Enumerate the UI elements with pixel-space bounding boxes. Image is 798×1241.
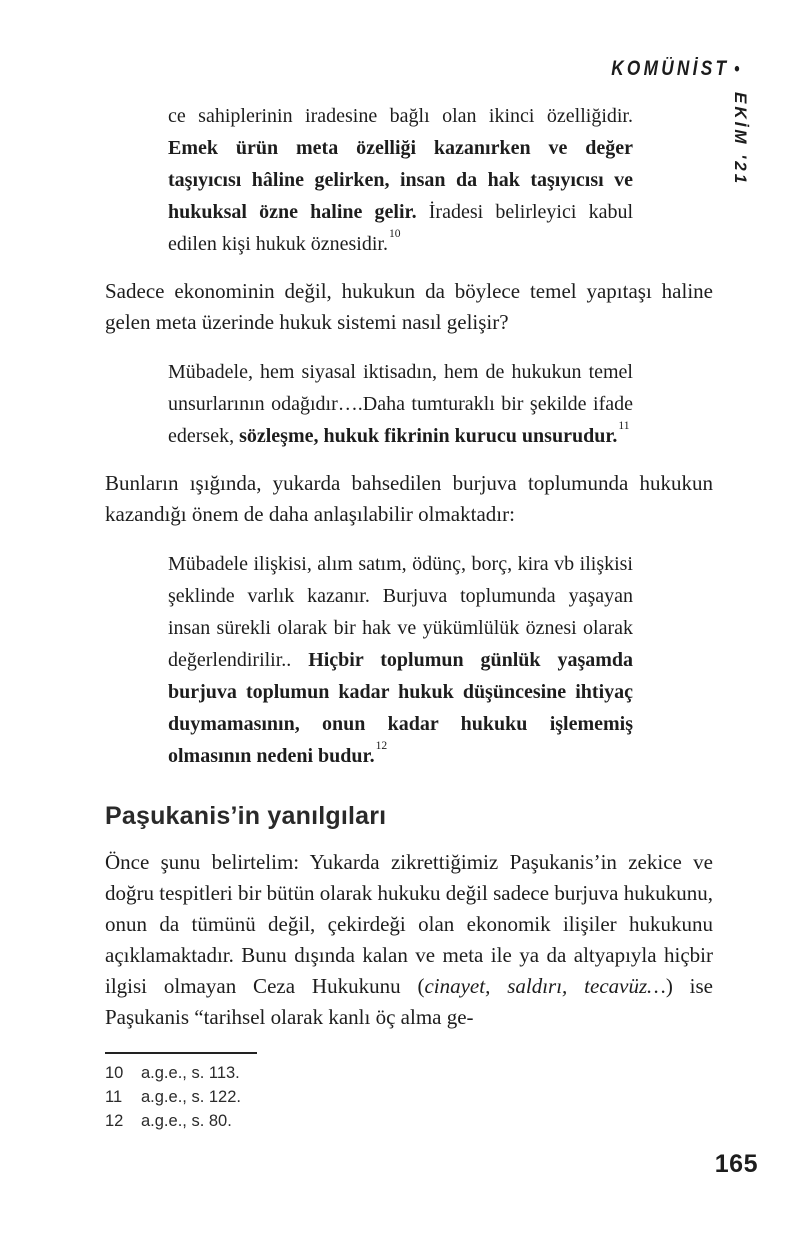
footnote-number: 12 (105, 1112, 124, 1130)
page-number: 165 (714, 1150, 758, 1178)
footnote-reference: 12 (375, 739, 388, 753)
journal-name: KOMÜNİST (611, 57, 730, 80)
text-segment: Hiçbir toplumun günlük yaşamda burjuva toplumun kadar hukuk düşüncesine ihtiyaç duymamasının, onun kadar hukuku işlememiş olmasının nedeni budur. (168, 649, 634, 767)
text-segment: cinayet, saldırı, tecavüz… (424, 974, 666, 998)
footnote-reference: 10 (388, 227, 401, 241)
footnote-item (105, 1061, 525, 1085)
text-segment: Emek ürün meta özelliği kazanırken ve değer taşıyıcısı hâline gelirken, insan da hak taşıyıcısı ve hukuksal özne haline gelir. (168, 137, 633, 223)
text-segment: ) ise Paşukanis “tarihsel olarak kanlı öç alma ge- (105, 974, 714, 1029)
block-quote (168, 100, 633, 260)
text-segment: Sadece ekonominin değil, hukukun da böylece temel yapıtaşı haline gelen meta üzerinde hukuk sistemi nasıl gelişir? (105, 279, 713, 334)
footnote-text: a.g.e., s. 80. (141, 1112, 232, 1130)
text-segment: Bunların ışığında, yukarda bahsedilen burjuva toplumunda hukukun kazandığı önem de daha anlaşılabilir olmaktadır: (105, 471, 713, 526)
footnote-item (105, 1085, 525, 1109)
text-segment: Önce şunu belirtelim: Yukarda zikrettiğimiz Paşukanis’in zekice ve doğru tespitleri bir bütün olarak hukuku değil sadece burjuva hukukunu, onun da tümünü değil, çekirdeği olan ekonomik ilişiler hukukunu açıklamaktadır. Bunu dışında kalan ve meta ile ya da altyapıyla hiçbir ilgisi olmayan Ceza Hukukunu ( (105, 850, 713, 998)
footnote-text: a.g.e., s. 122. (141, 1088, 241, 1106)
bullet-icon: • (734, 59, 740, 80)
footnote-number: 10 (105, 1064, 124, 1082)
block-quote (168, 356, 633, 452)
content-blocks (105, 100, 713, 1033)
text-segment: Paşukanis’in yanılgıları (105, 802, 387, 830)
footnote-text: a.g.e., s. 113. (141, 1064, 240, 1082)
body-paragraph (105, 276, 713, 338)
block-quote (168, 548, 633, 772)
text-segment: Mübadele ilişkisi, alım satım, ödünç, borç, kira vb ilişkisi şeklinde varlık kazanır. Burjuva toplumunda yaşayan insan sürekli olarak bir hak ve yükümlülük öznesi olarak değerlendirilir.. (168, 553, 633, 671)
body-paragraph (105, 847, 713, 1033)
footnote-separator (105, 1052, 257, 1054)
footnote-number: 11 (105, 1088, 123, 1106)
text-segment: Mübadele, hem siyasal iktisadın, hem de hukukun temel unsurlarının odağıdır….Daha tumturaklı bir şekilde ifade edersek, (168, 361, 633, 447)
text-segment: İradesi belirleyici kabul edilen kişi hukuk öznesidir. (168, 201, 634, 255)
body-paragraph (105, 468, 713, 530)
issue-label: EKİM '21 (731, 92, 750, 187)
journal-title (612, 57, 740, 81)
text-segment: ce sahiplerinin iradesine bağlı olan ikinci özelliğidir. (168, 105, 633, 127)
footnote-reference: 11 (618, 419, 630, 433)
text-segment: sözleşme, hukuk fikrinin kurucu unsurudur. (239, 425, 618, 447)
section-heading (105, 802, 713, 831)
footnotes-section (105, 1052, 525, 1133)
footnote-list (105, 1061, 525, 1133)
footnote-item (105, 1109, 525, 1133)
